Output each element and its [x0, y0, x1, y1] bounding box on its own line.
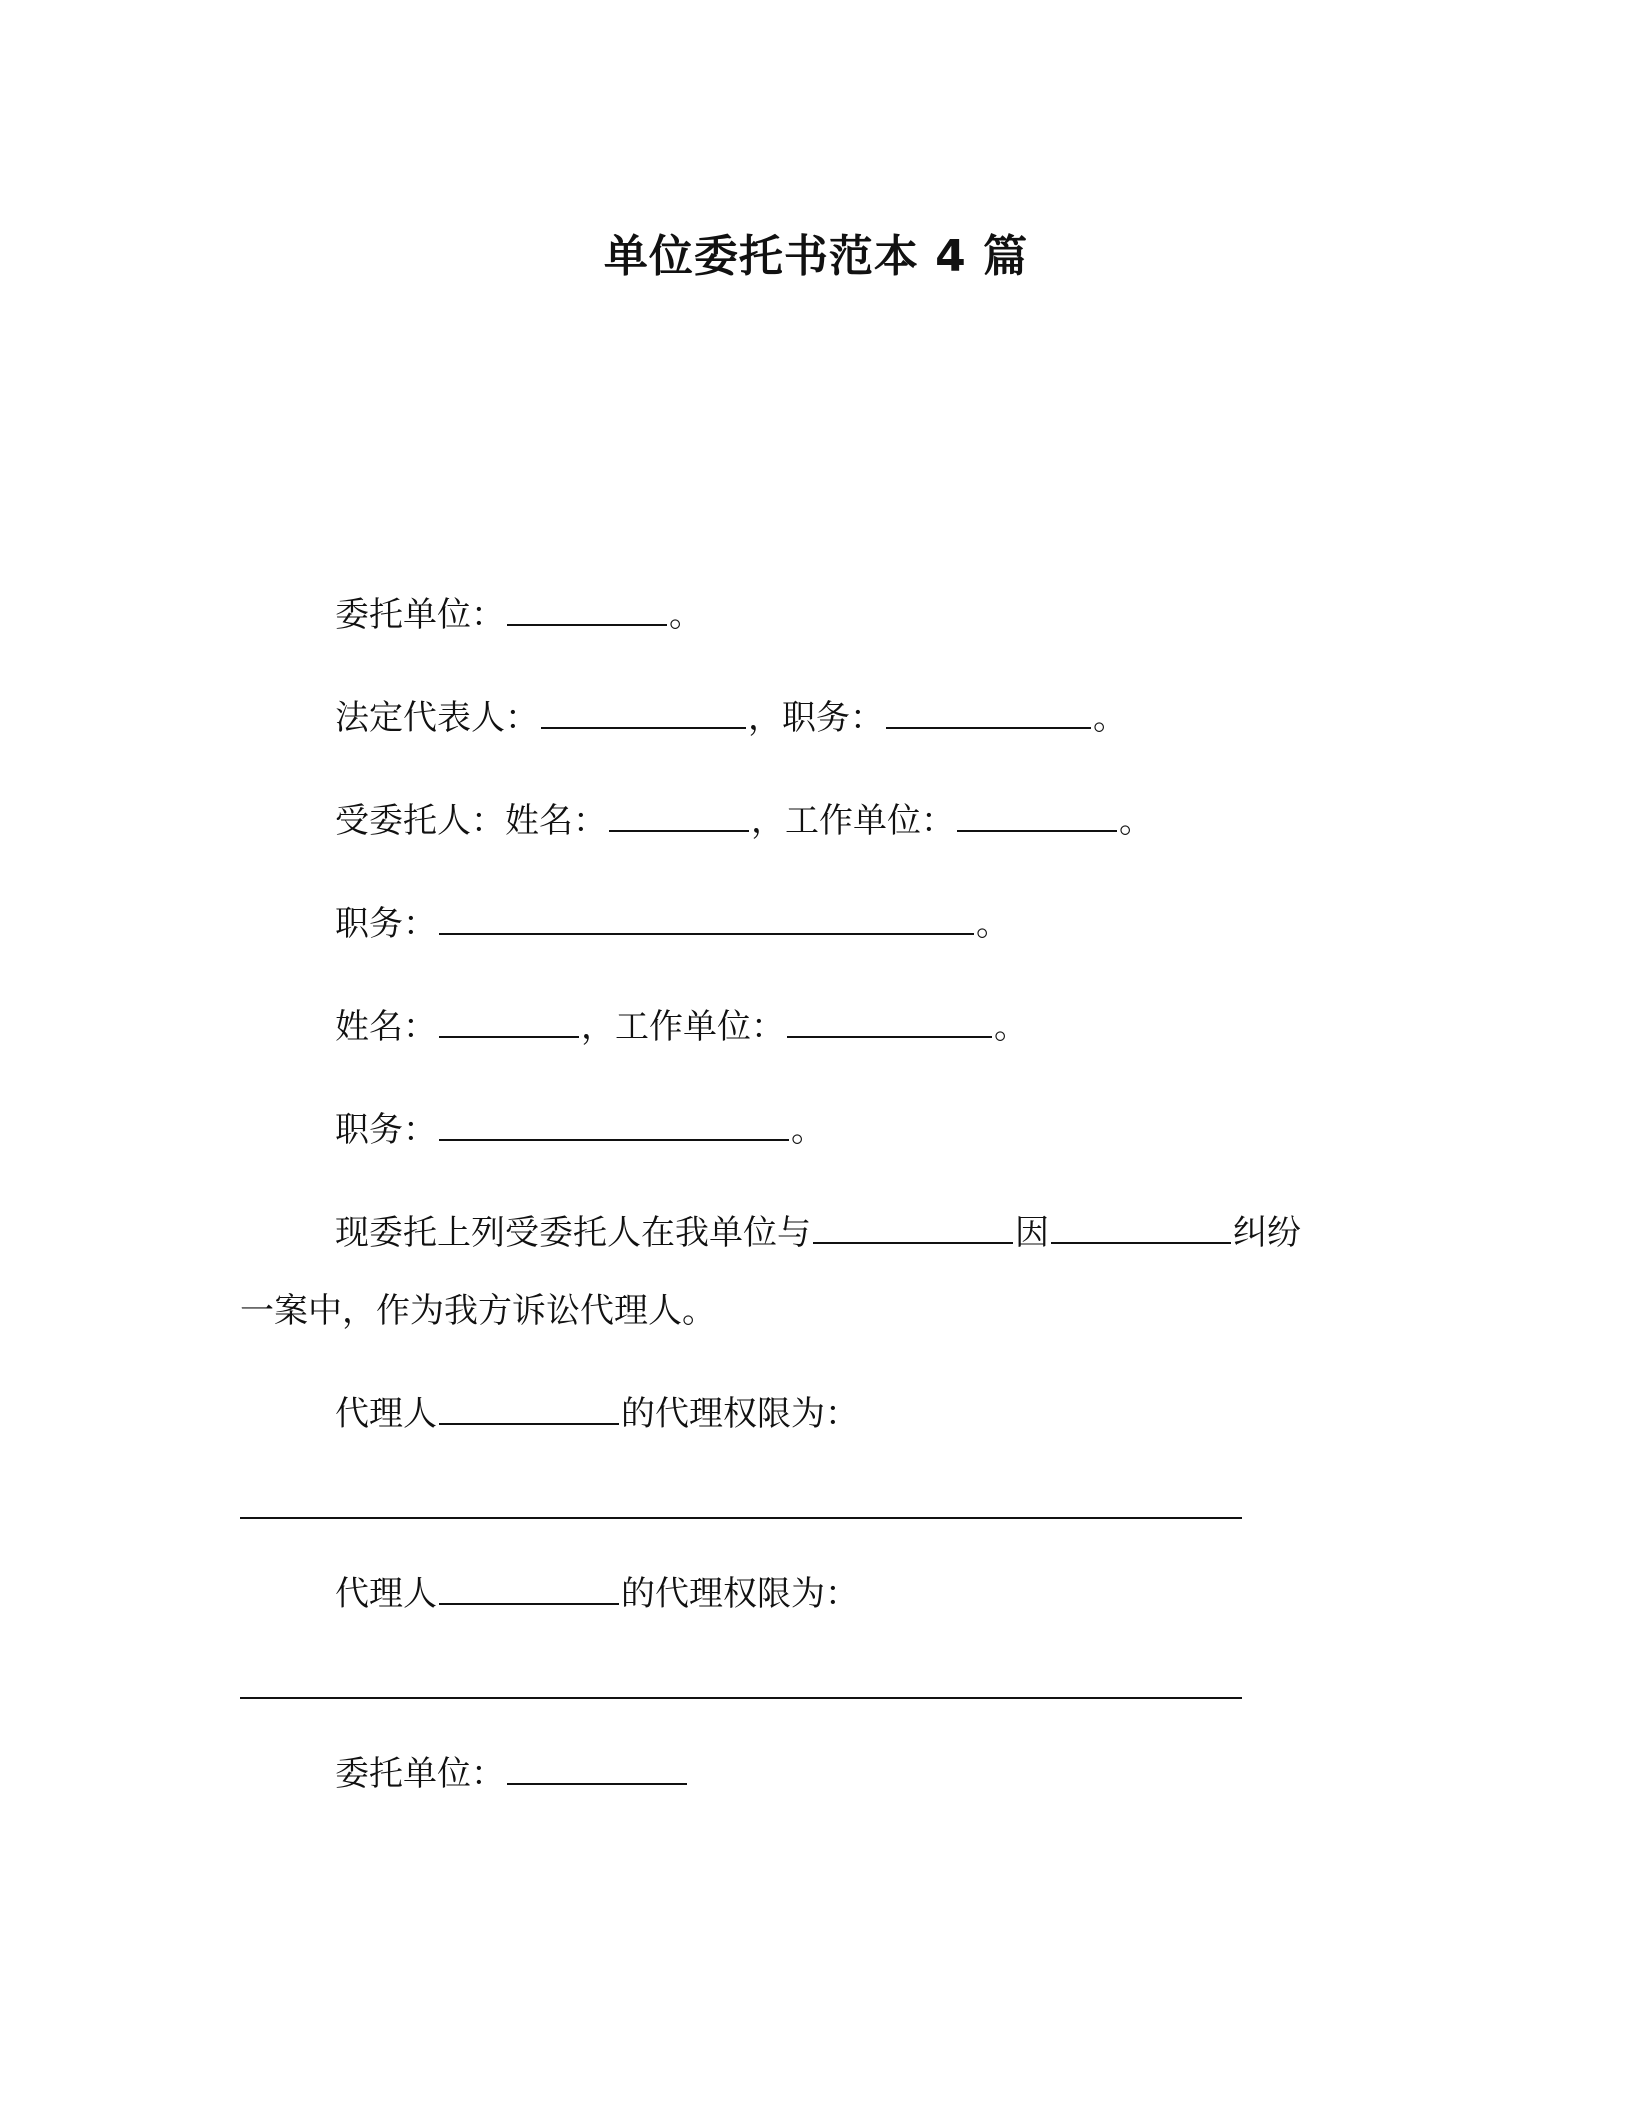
label-position: ，职务：	[748, 698, 884, 738]
label-agent-name: 受委托人：姓名：	[335, 801, 607, 841]
blank-workplace[interactable]	[787, 1008, 992, 1038]
label-name: 姓名：	[335, 1007, 437, 1047]
rule-authority-1[interactable]	[240, 1517, 1242, 1519]
blank-entrusting-unit-sign[interactable]	[507, 1755, 687, 1785]
line-agent-authority-2	[335, 1574, 859, 1615]
blank-name[interactable]	[439, 1008, 579, 1038]
label-workplace: ，工作单位：	[751, 801, 955, 841]
line-entrusting-unit-sign	[335, 1754, 689, 1795]
label-entrusting-unit: 委托单位：	[335, 595, 505, 635]
line-agent-1-name	[335, 801, 1153, 842]
label-position: 职务：	[335, 1110, 437, 1150]
text-statement-c: 纠纷	[1233, 1213, 1301, 1253]
line-agent-1-position	[335, 904, 1010, 945]
label-position: 职务：	[335, 904, 437, 944]
punct-end: 。	[1119, 801, 1153, 841]
line-agent-2-position	[335, 1110, 825, 1151]
label-legal-representative: 法定代表人：	[335, 698, 539, 738]
line-legal-representative	[335, 698, 1127, 739]
label-entrusting-unit: 委托单位：	[335, 1754, 505, 1794]
text-statement-a: 现委托上列受委托人在我单位与	[335, 1213, 811, 1253]
rule-authority-2[interactable]	[240, 1697, 1242, 1699]
blank-position[interactable]	[886, 699, 1091, 729]
blank-legal-representative[interactable]	[541, 699, 746, 729]
blank-agent-2[interactable]	[439, 1575, 619, 1605]
line-agent-2-name	[335, 1007, 1028, 1048]
punct-end: 。	[791, 1110, 825, 1150]
blank-agent-position[interactable]	[439, 905, 974, 935]
document-title: 单位委托书范本 4 篇	[603, 231, 1029, 282]
line-entrusting-unit	[335, 595, 703, 636]
text-agent: 代理人	[335, 1394, 437, 1434]
blank-party[interactable]	[813, 1214, 1013, 1244]
text-statement-b: 因	[1015, 1213, 1049, 1253]
punct-end: 。	[669, 595, 703, 635]
text-authority: 的代理权限为：	[621, 1574, 859, 1614]
line-entrustment-statement-cont	[240, 1291, 716, 1332]
punct-end: 。	[976, 904, 1010, 944]
blank-agent-name[interactable]	[609, 802, 749, 832]
blank-entrusting-unit[interactable]	[507, 596, 667, 626]
text-agent: 代理人	[335, 1574, 437, 1614]
blank-workplace[interactable]	[957, 802, 1117, 832]
punct-end: 。	[1093, 698, 1127, 738]
text-statement-cont: 一案中，作为我方诉讼代理人。	[240, 1291, 716, 1331]
blank-dispute[interactable]	[1051, 1214, 1231, 1244]
line-entrustment-statement	[335, 1213, 1301, 1254]
blank-agent-1[interactable]	[439, 1395, 619, 1425]
label-workplace: ，工作单位：	[581, 1007, 785, 1047]
line-agent-authority-1	[335, 1394, 859, 1435]
punct-end: 。	[994, 1007, 1028, 1047]
text-authority: 的代理权限为：	[621, 1394, 859, 1434]
blank-position[interactable]	[439, 1111, 789, 1141]
